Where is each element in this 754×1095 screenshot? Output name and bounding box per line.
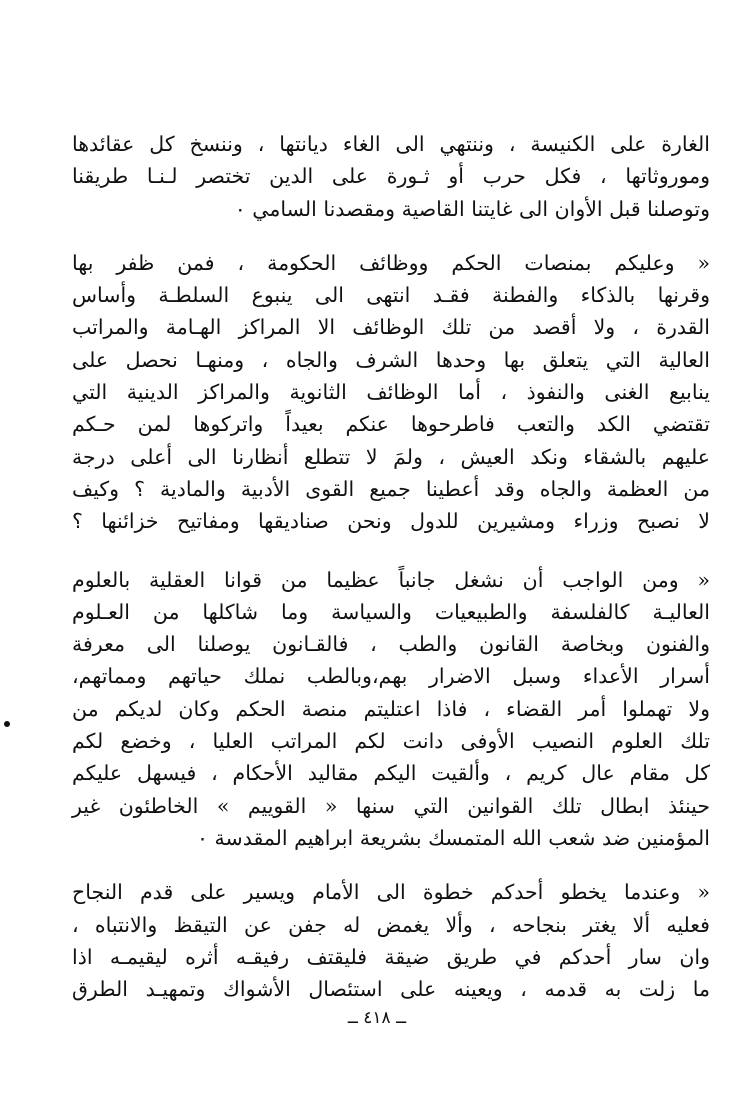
page-number: ــ ٤١٨ ــ: [347, 1008, 407, 1028]
text-line: المؤمنين ضد شعب الله المتمسك بشريعة ابراهيم المقدسة ٠: [197, 825, 710, 850]
text-line: ينابيع الغنى والنفوذ ، أما الوظائف الثانوية والمراكز الدينية التي: [72, 380, 710, 405]
text-line: لا نصبح وزراء ومشيرين للدول ونحن صناديقها ومفاتيح خزائنها ؟: [72, 509, 710, 534]
paragraph-gap: [72, 854, 710, 876]
paragraph-4: [72, 876, 710, 1005]
paragraph-gap: [72, 225, 710, 247]
text-line: والفنون وبخاصة القانون والطب ، فالقـانون يوصلنا الى معرفة: [72, 632, 710, 657]
paragraph-3: [72, 564, 710, 855]
text-line: كل مقام عال كريم ، وألقيت اليكم مقاليد الأحكام ، فيسهل عليكم: [72, 761, 710, 786]
text-line: وان سار أحدكم في طريق ضيقة فليقتف رفيقـه أثره ليقيمـه اذا: [72, 944, 710, 969]
text-line: تلك العلوم النصيب الأوفى دانت لكم المراتب العليا ، وخضع لكم: [72, 729, 710, 754]
text-line: تقتضي الكد والتعب فاطرحوها عنكم بعيداً واتركوها لمن حـكم: [72, 412, 710, 437]
text-line: « وعندما يخطو أحدكم خطوة الى الأمام ويسير على قدم النجاح: [72, 880, 710, 905]
text-line: العاليـة كالفلسفة والطبيعيات والسياسة وما شاكلها من العـلوم: [72, 599, 710, 624]
text-line: « وعليكم بمنصات الحكم ووظائف الحكومة ، فمن ظفر بها: [72, 250, 710, 275]
text-line: القدرة ، ولا أقصد من تلك الوظائف الا المراكز الهـامة والمراتب: [72, 315, 710, 340]
text-line: العالية التي يتعلق بها وحدها الشرف والجاه ، ومنهـا نحصل على: [72, 347, 710, 372]
paragraph-gap: [72, 538, 710, 564]
text-line: عليهم بالشقاء ونكد العيش ، ولمَ لا تتطلع أنظارنا الى أعلى درجة: [72, 444, 710, 469]
page-body: [72, 128, 710, 1005]
text-line: ولا تهملوا أمر القضاء ، فاذا اعتليتم منصة الحكم وكان لديكم من: [72, 696, 710, 721]
text-line: أسرار الأعداء وسبل الاضرار بهم،وبالطب نملك حياتهم ومماتهم،: [72, 664, 710, 689]
text-line: « ومن الواجب أن نشغل جانباً عظيما من قوانا العقلية بالعلوم: [72, 567, 710, 592]
paragraph-2: [72, 247, 710, 538]
text-line: ما زلت به قدمه ، ويعينه على استئصال الأشواك وتمهيـد الطرق: [72, 977, 710, 1002]
margin-dot: [4, 721, 10, 727]
paragraph-1: [72, 128, 710, 225]
text-line: وموروثاتها ، فكل حرب أو ثـورة على الدين تختصر لـنـا طريقنا: [72, 164, 710, 189]
text-line: الغارة على الكنيسة ، وننتهي الى الغاء ديانتها ، وننسخ كل عقائدها: [72, 132, 710, 156]
text-line: حينئذ ابطال تلك القوانين التي سنها « القوييم » الخاطئون غير: [72, 793, 710, 818]
text-line: وتوصلنا قبل الأوان الى غايتنا القاصية ومقصدنا السامي ٠: [234, 196, 710, 221]
text-line: وقرنها بالذكاء والفطنة فقـد انتهى الى ينبوع السلطـة وأساس: [72, 283, 710, 308]
text-line: فعليه ألا يغتر بنجاحه ، وألا يغمض له جفن عن التيقظ والانتباه ،: [72, 912, 710, 937]
text-line: من العظمة والجاه وقد أعطينا جميع القوى الأدبية والمادية ؟ وكيف: [72, 476, 710, 501]
